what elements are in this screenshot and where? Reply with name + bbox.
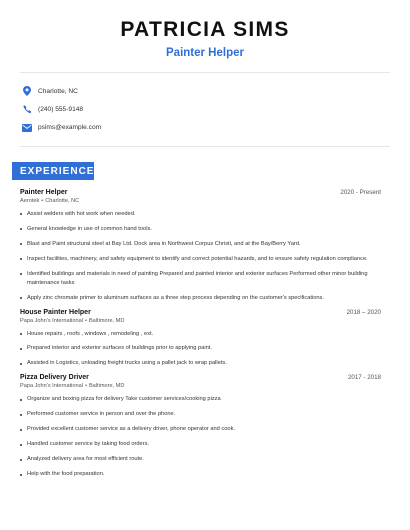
list-item: Apply zinc chromate primer to aluminum surfaces as a three step process depending on the customer's specifications. bbox=[20, 294, 381, 303]
job-company: Aerotek bbox=[20, 198, 40, 204]
job-entry: Painter Helper 2020 - Present Aerotek • Charlotte, NC Assist welders with hot work when needed. General knowledge in use of common hand tools. Blast and Paint structural steel at Bay Ltd. Dock area in Northwest Corpus Christi, and at the Bay/Berry Yard. Inspect facilities, machinery, and safety equipment to identify and correct potential hazards, and to ensure safety regulation compliance. Identified buildings and materials in need of painting Prepared and painted interior and exterior surfaces Performed other minor building maintenance tasks Apply zinc chromate primer to aluminum surfaces as a three step process depending on the customer's specifications. bbox=[20, 189, 381, 301]
job-bullets bbox=[20, 330, 381, 369]
divider bbox=[20, 146, 390, 147]
list-item: House repairs , roofs , windows , remodeling , ext. bbox=[20, 330, 381, 339]
list-item: Assist welders with hot work when needed. bbox=[20, 210, 381, 219]
job-bullets bbox=[20, 210, 381, 302]
contact-location-text: Charlotte, NC bbox=[38, 87, 78, 95]
location-pin-icon bbox=[20, 84, 34, 98]
job-location: Charlotte, NC bbox=[45, 198, 80, 204]
list-item: Blast and Paint structural steel at Bay Ltd. Dock area in Northwest Corpus Christi, and at the Bay/Berry Yard. bbox=[20, 240, 381, 249]
job-dates: 2020 - Present bbox=[340, 189, 381, 196]
list-item: Provided excellent customer service as a delivery driver, phone operator and cook. bbox=[20, 425, 381, 434]
phone-icon bbox=[20, 102, 34, 116]
list-item: Handled customer service by taking food orders. bbox=[20, 440, 381, 449]
contact-email bbox=[20, 119, 101, 137]
section-heading-experience: EXPERIENCE bbox=[12, 162, 94, 180]
list-item: General knowledge in use of common hand tools. bbox=[20, 225, 381, 234]
list-item: Inspect facilities, machinery, and safety equipment to identify and correct potential hazards, and to ensure safety regulation compliance. bbox=[20, 255, 381, 264]
job-dates: 2017 - 2018 bbox=[347, 374, 381, 382]
contact-list bbox=[20, 82, 101, 137]
list-item: Help with the food preparation. bbox=[20, 470, 381, 479]
job-title: Painter Helper bbox=[20, 189, 68, 196]
job-title: House Painter Helper bbox=[20, 308, 91, 316]
contact-email-text: psims@example.com bbox=[38, 124, 102, 132]
job-entry: House Painter Helper 2018 – 2020 Papa John's International • Baltimore, MD House repairs , roofs , windows , remodeling , ext. Prepared interior and exterior surfaces of buildings prior to applying paint. Assisted in Logistics, unloading freight trucks using a pallet jack to wrap pallets. bbox=[20, 308, 381, 367]
candidate-name: PATRICIA SIMS bbox=[120, 18, 290, 41]
list-item: Prepared interior and exterior surfaces of buildings prior to applying paint. bbox=[20, 344, 381, 353]
contact-location bbox=[20, 82, 101, 100]
job-location: Baltimore, MD bbox=[88, 383, 125, 390]
experience-list bbox=[20, 189, 381, 485]
job-location: Baltimore, MD bbox=[88, 317, 125, 324]
job-title: Pizza Delivery Driver bbox=[20, 374, 89, 382]
job-company: Papa John's International bbox=[20, 383, 83, 390]
list-item: Analyzed delivery area for most efficient route. bbox=[20, 455, 381, 464]
list-item: Assisted in Logistics, unloading freight trucks using a pallet jack to wrap pallets. bbox=[20, 359, 381, 368]
divider bbox=[20, 72, 390, 73]
contact-phone bbox=[20, 100, 101, 118]
job-bullets bbox=[20, 395, 381, 479]
list-item: Organize and boxing pizza for delivery Take customer services/cooking pizza bbox=[20, 395, 381, 404]
job-dates: 2018 – 2020 bbox=[346, 308, 381, 316]
contact-phone-text: (240) 555-9148 bbox=[38, 105, 84, 113]
job-company: Papa John's International bbox=[20, 317, 83, 324]
email-icon bbox=[20, 121, 34, 135]
job-entry: Pizza Delivery Driver 2017 - 2018 Papa John's International • Baltimore, MD Organize and boxing pizza for delivery Take customer services/cooking pizza Performed customer service in person and over the phone. Provided excellent customer service as a delivery driver, phone operator and cook. Handled customer service by taking food orders. Analyzed delivery area for most efficient route. Help with the food preparation. bbox=[20, 374, 381, 478]
candidate-title: Painter Helper bbox=[166, 47, 244, 59]
resume-header bbox=[0, 0, 410, 59]
list-item: Identified buildings and materials in need of painting Prepared and painted interior and exterior surfaces Performed other minor building maintenance tasks bbox=[20, 270, 381, 287]
list-item: Performed customer service in person and over the phone. bbox=[20, 410, 381, 419]
